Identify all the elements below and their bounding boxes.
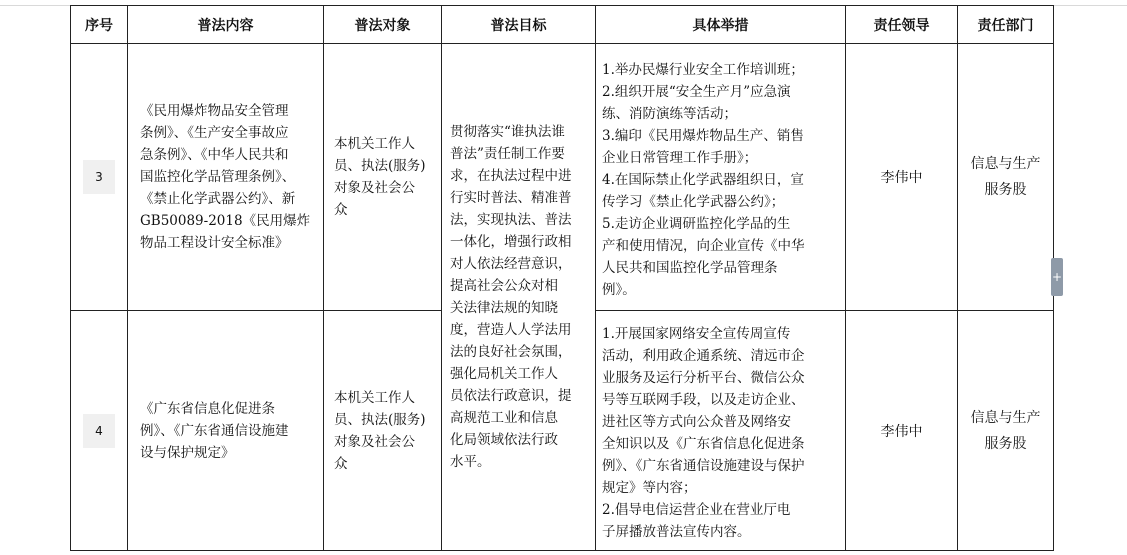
header-seq: 序号 — [71, 6, 128, 44]
content-cell — [128, 311, 324, 551]
content-cell — [128, 44, 324, 311]
seq-value: 4 — [83, 414, 115, 448]
department-text: 信息与生产 服务股 — [970, 156, 1041, 198]
target-text: 本机关工作人 员、执法(服务) 对象及社会公 众 — [334, 136, 426, 218]
header-target: 普法对象 — [324, 6, 442, 44]
target-cell — [324, 311, 442, 551]
department-cell — [958, 44, 1054, 311]
target-text: 本机关工作人 员、执法(服务) 对象及社会公 众 — [334, 389, 426, 472]
measures-text: 1.举办民爆行业安全工作培训班； 2.组织开展“安全生产月”应急演 练、消防演练等活动； 3.编印《民用爆炸物品生产、销售 企业日常管理工作手册》； 4.在国际禁止化学武器组织日，宣 传学习《禁止化学武器公约》； 5.走访企业调研监控化学品的生 产和使用情况，向企业宣传《中华 人民共和国监控化学品管理条 例》。 — [602, 61, 805, 298]
measures-cell — [596, 311, 846, 551]
header-content: 普法内容 — [128, 6, 324, 44]
table-row — [71, 44, 1054, 311]
header-measures: 具体举措 — [596, 6, 846, 44]
seq-cell — [71, 311, 128, 551]
header-department: 责任部门 — [958, 6, 1054, 44]
plus-icon: + — [1051, 270, 1063, 284]
header-goal: 普法目标 — [442, 6, 596, 44]
leader-cell: 李伟中 — [846, 44, 958, 311]
content-text: 《广东省信息化促进条 例》、《广东省通信设施建 设与保护规定》 — [140, 400, 289, 461]
department-text: 信息与生产 服务股 — [970, 409, 1041, 452]
goal-text: 贯彻落实“谁执法谁 普法”责任制工作要 求，在执法过程中进 行实时普法、精准普 法，实现执法、普法 一体化，增强行政相 对人依法经营意识， 提高社会公众对相 关法律法规的知晓 度，营造人人学法用 法的良好社会氛围， 强化局机关工作人 员依法行政意识，提 高规范工业和信息 化局领域依法行政 水平。 — [450, 124, 572, 470]
header-row — [71, 6, 1054, 44]
measures-text: 1.开展国家网络安全宣传周宣传 活动，利用政企通系统、清远市企 业服务及运行分析平台、微信公众 号等互联网手段，以及走访企业、 进社区等方式向公众普及网络安 全知识以及《广东省信息化促进条 例》、《广东省通信设施建设与保护 规定》等内容； 2.倡导电信运营企业在营业厅电 子屏播放普法宣传内容。 — [602, 326, 805, 540]
department-cell — [958, 311, 1054, 551]
measures-cell — [596, 44, 846, 311]
leader-cell: 李伟中 — [846, 311, 958, 551]
seq-cell — [71, 44, 128, 311]
goal-cell — [442, 44, 596, 551]
side-expand-tab[interactable] — [1051, 258, 1063, 296]
seq-value: 3 — [83, 160, 115, 194]
target-cell — [324, 44, 442, 311]
law-publicity-table — [70, 5, 1054, 551]
content-text: 《民用爆炸物品安全管理 条例》、《生产安全事故应 急条例》、《中华人民共和 国监控化学品管理条例》、 《禁止化学武器公约》、新 GB50089-2018《民用爆炸 物品工程设计安全标准》 — [140, 103, 311, 251]
header-leader: 责任领导 — [846, 6, 958, 44]
